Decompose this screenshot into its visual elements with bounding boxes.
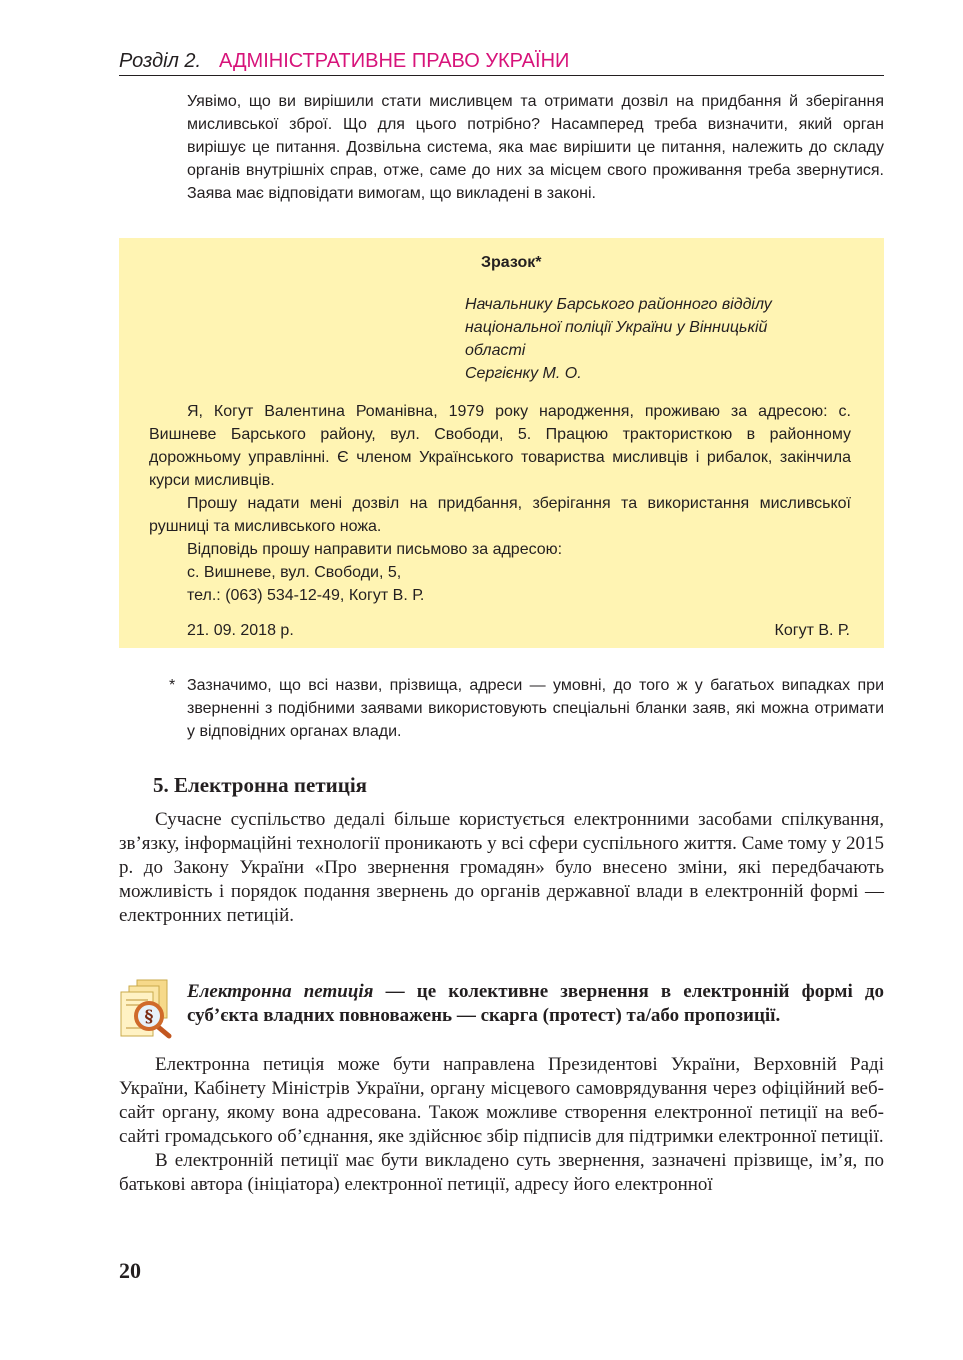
footnote — [169, 674, 884, 743]
sample-application-box — [119, 238, 884, 648]
chapter-title: АДМІНІСТРАТИВНЕ ПРАВО УКРАЇНИ — [219, 50, 570, 72]
addressee-line: Начальнику Барського районного відділу — [465, 296, 772, 313]
sample-body — [149, 400, 851, 607]
sample-signature: Когут В. Р. — [774, 622, 850, 639]
body-paragraph: В електронній петиції має бути викладено суть звернення, зазначені прізвище, ім’я, по батькові автора (ініціатора) електронної петиції, адресу його електронної — [119, 1150, 884, 1195]
definition-box — [119, 978, 884, 1042]
footnote-marker: * — [169, 677, 176, 694]
law-document-magnifier-icon — [119, 978, 175, 1040]
addressee-line: національної поліції України у Вінницькій — [465, 319, 768, 336]
intro-paragraph: Уявімо, що ви вирішили стати мисливцем та отримати дозвіл на придбання й зберігання мисливської зброї. Що для цього потрібно? Насамперед треба визначити, який орган вирішує це питання. Дозвільна система, яка має вирішити це питання, належить до складу органів внутрішніх справ, отже, саме до них за місцем свого проживання треба звернутися. Заява має відповідати вимогам, що викладені в законі. — [187, 93, 884, 202]
definition-text — [187, 980, 884, 1028]
addressee-line: області — [465, 342, 526, 359]
section-heading: 5. Електронна петиція — [153, 773, 368, 797]
sample-reply-line: Відповідь прошу направити письмово за адресою: — [187, 541, 563, 558]
definition-term: Електронна петиція — [187, 981, 374, 1002]
sample-addressee — [465, 293, 825, 385]
sample-paragraph: Прошу надати мені дозвіл на придбання, зберігання та використання мисливської рушниці та мисливського ножа. — [149, 495, 851, 535]
sample-paragraph: Я, Когут Валентина Романівна, 1979 року народження, проживаю за адресою: с. Вишневе Барського району, вул. Свободи, 5. Працюю трактористкою в районному дорожньому управлінні. Є членом Українського товариства мисливців і рибалок, закінчила курси мисливців. — [149, 403, 851, 489]
body-paragraphs — [119, 1053, 884, 1197]
running-header — [119, 48, 884, 76]
footnote-text: Зазначимо, що всі назви, прізвища, адреси — умовні, до того ж у багатьох випадках при зверненні з подібними заявами використовують спеціальні бланки заяв, які можна отримати у відповідних органах влади. — [187, 677, 884, 740]
sample-title: Зразок* — [481, 254, 542, 271]
body-paragraph: Електронна петиція може бути направлена Президентові України, Верховній Раді України, Кабінету Міністрів України, органу місцевого самоврядування через офіційний веб-сайт органу, якому вона адресована. Також можливе створення електронної петиції на веб-сайті громадського об’єднання, яке здійснює збір підписів для підтримки електронної петиції. — [119, 1054, 884, 1147]
sample-phone-line: тел.: (063) 534-12-49, Когут В. Р. — [187, 587, 425, 604]
svg-text:§: § — [144, 1007, 154, 1027]
sample-address-line: с. Вишневе, вул. Свободи, 5, — [187, 564, 402, 581]
addressee-line: Сергієнку М. О. — [465, 365, 582, 382]
sample-date: 21. 09. 2018 р. — [187, 622, 294, 639]
section-label: Розділ 2. — [119, 50, 202, 72]
section-paragraph: Сучасне суспільство дедалі більше користується електронними засобами спілкування, зв’язку, інформаційні технології проникають у всі сфери суспільного життя. Саме тому у 2015 р. до Закону України «Про звернення громадян» було внесено зміни, які передбачають можливість і порядок подання звернень до органів державної влади в електронній формі — електронних петицій. — [119, 809, 884, 926]
definition-body: — це колективне звернення в електронній формі до суб’єкта владних повноважень — скарга (протест) та/або пропозиції. — [187, 981, 885, 1026]
page-number: 20 — [119, 1258, 141, 1283]
